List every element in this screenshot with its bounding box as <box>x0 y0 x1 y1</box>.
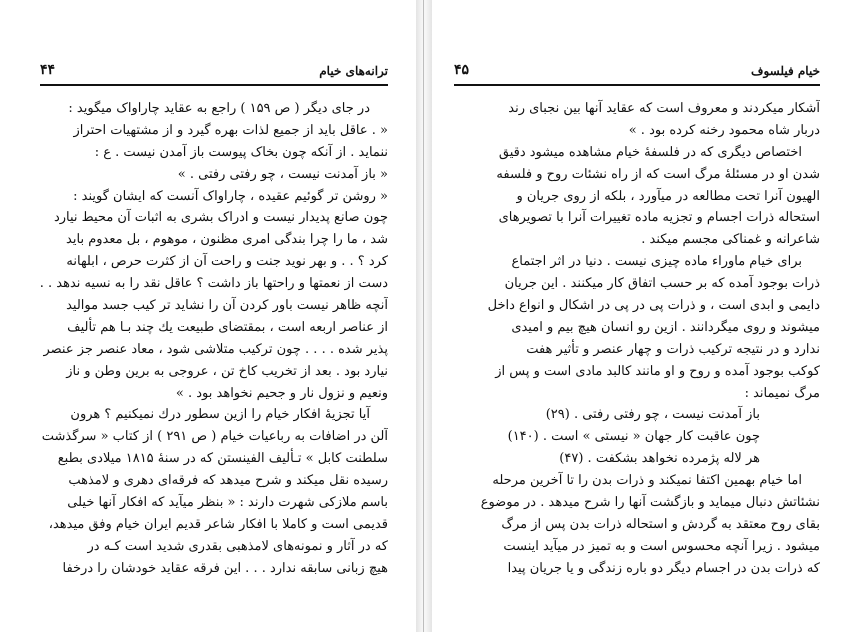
text-line: ذرات بوجود آمده که بر حسب اتفاق کار میکنند . این جریان <box>504 276 820 292</box>
text-line: از عناصر اربعه است ، بمقتضای طبیعت یك چند بـا هم تألیف <box>67 319 388 335</box>
text-line: قدیمی است و کاملا با افکار شاعر قدیم ایران خیام وفق میدهد، <box>48 516 388 532</box>
text-line: میشوند و روی میگردانند . ازین رو انسان هیچ بیم و امیدی <box>511 319 820 335</box>
text-line: « روشن تر گوئیم عقیده ، چاراواک آنست که ایشان گویند : <box>73 188 388 204</box>
left-running-title: ترانه‌های خیام <box>319 64 388 78</box>
right-page-body <box>454 98 820 580</box>
text-line: ونعیم و نزول نار و جحیم نخواهد بود . » <box>175 385 388 401</box>
text-line: اختصاص دیگری که در فلسفهٔ خیام مشاهده میشود دقیق <box>498 144 802 160</box>
book-spine-line <box>423 0 424 632</box>
text-line: آیا تجزیهٔ افکار خیام را ازین سطور درك نمیکنیم ؟ هرون <box>70 407 370 423</box>
text-line: بقای روح معتقد به گردش و استحاله ذرات بدن پس از مرگ <box>501 516 820 532</box>
text-line: آلن در اضافات به رباعیات خیام ( ص ۲۹۱ ) از کتاب « سرگذشت <box>41 429 388 445</box>
left-header-rule <box>40 84 388 86</box>
text-line: چون صانع پدیدار نیست و ادراک بشری به اثبات آن محیط نیارد <box>53 210 388 226</box>
text-line: میشود . زیرا آنچه محسوس است و به تمیز در میآید اینست <box>503 538 820 554</box>
book-gutter <box>416 0 432 632</box>
text-line: پذیر شده . . . . چون ترکیب متلاشی شود ، معاد عنصر جز عنصر <box>43 341 388 357</box>
text-line: مرگ نمیماند : <box>744 385 820 401</box>
text-line: که ذرات بدن در اجسام دیگر دو باره زندگی و یا جریان پیدا <box>507 560 820 576</box>
text-line: « . عاقل باید از جمیع لذات بهره گیرد و از مشتهیات احتراز <box>73 122 388 138</box>
text-line: دایمی و ابدی است ، و ذرات پی در پی در اشکال و انواع داخل <box>487 298 820 314</box>
right-header-rule <box>454 84 820 86</box>
text-line: نشئاتش دنبال میماید و بازگشت آنها را شرح میدهد . در موضوع <box>480 495 820 511</box>
left-page-body <box>40 98 388 580</box>
text-line: رسیده نقل میکند و شرح میدهد که فرقه‌ای دهری و لامذهب <box>68 473 388 489</box>
text-line: شدن او در مسئلهٔ مرگ است که از راه نشئات روح و فلسفه <box>496 166 820 182</box>
text-line: اما خیام بهمین اکتفا نمیکند و ذرات بدن را تا آخرین مرحله <box>492 473 802 489</box>
right-running-title: خیام فیلسوف <box>751 64 820 78</box>
text-line: ننماید . از آنکه چون بخاک پیوست باز آمدن نیست . ع : <box>94 144 388 160</box>
text-line: کوکب بوجود آمده و روح و او مانند کالبد مادی است و پس از <box>495 363 820 379</box>
left-page-number: ۴۴ <box>40 62 56 78</box>
text-line: نیارد بود . بعد از تخریب کاخ تن ، عروجی به برین وطن و ناز <box>66 363 388 379</box>
text-line: در جای دیگر ( ص ۱۵۹ ) راجع به عقاید چاراواک میگوید : <box>68 101 370 116</box>
left-page-header <box>40 60 388 84</box>
text-line: کرد ؟ . . و بهر نوید جنت و راحت آن از کثرت حرص ، ابلهانه <box>66 254 388 270</box>
right-page-header <box>454 60 820 84</box>
left-page <box>0 0 416 632</box>
text-line: آنچه ظاهر نیست باور کردن آن را نشاید تر کیب جسد موالید <box>66 298 388 314</box>
right-page-number: ۴۵ <box>454 62 470 78</box>
text-line: باسم ملازکی شهرت دارند : « بنظر میآید که افکار آنها خیلی <box>67 495 388 511</box>
text-line: سلطنت کابل » تـألیف الفینستن که در سنهٔ ۱۸۱۵ میلادی بطبع <box>57 451 388 467</box>
text-line: شاعرانه و غمناکی مجسم میکند . <box>641 232 820 248</box>
text-line: که در آثار و نمونه‌های لامذهبی بقدری شدید است کـه در <box>87 538 388 554</box>
text-line: هیچ زبانی سابقه ندارد . . . این فرقه عقاید خودشان را درخفا <box>62 560 388 576</box>
text-line: شد ، ما را چرا بندگی امری مظنون ، موهوم ، بل معدوم باید <box>66 232 388 248</box>
text-line: الهیون آنرا تحت مطالعه در میآورد ، بلکه از روی جریان و <box>516 188 820 204</box>
text-line: ندارد و در نتیجه ترکیب ذرات و چهار عنصر و تأثیر هفت <box>526 341 820 357</box>
verse-line: هر لاله پژمرده نخواهد بشکفت . (۴۷) <box>559 451 760 467</box>
verse-line: باز آمدنت نیست ، چو رفتی رفتی . (۲۹) <box>545 407 760 423</box>
text-line: دست از نعمتها و راحتها باز داشت ؟ عاقل نقد را به نسیه ندهد . . <box>40 276 388 292</box>
text-line: استحاله ذرات اجسام و تجزیه ماده تغییرات آنرا با تصویرهای <box>498 210 820 226</box>
right-page <box>432 0 848 632</box>
text-line: برای خیام ماوراء ماده چیزی نیست . دنیا در اثر اجتماع <box>511 254 802 270</box>
text-line: آشکار میکردند و معروف است که عقاید آنها بین نجبای رند <box>508 101 820 116</box>
text-line: دربار شاه محمود رخنه کرده بود . » <box>628 122 820 138</box>
verse-line: چون عاقبت کار جهان « نیستی » است . (۱۴۰) <box>507 429 760 445</box>
text-line: « باز آمدنت نیست ، چو رفتی رفتی . » <box>177 166 388 182</box>
